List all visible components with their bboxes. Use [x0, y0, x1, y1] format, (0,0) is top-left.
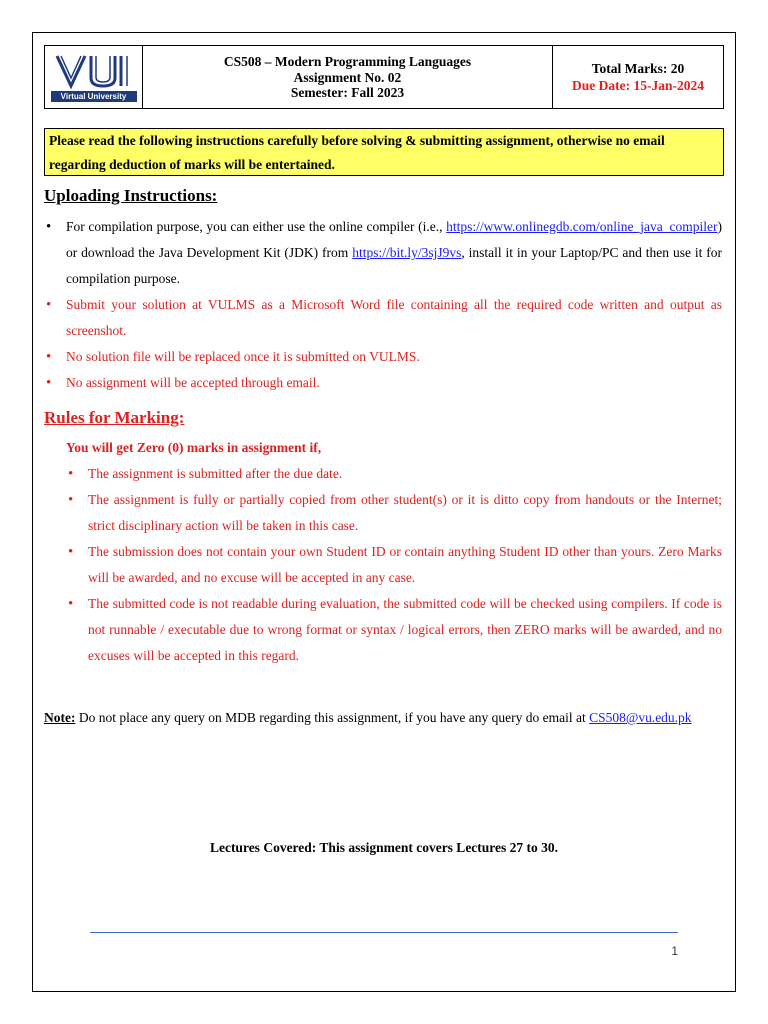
uploading-item-1: • For compilation purpose, you can either use the online compiler (i.e., https://www.onlinegdb.com/online_java_compiler) or download the Java Development Kit (JDK) from https://bit.ly/3sjJ9vs, install it in your Laptop/PC and then use it for compilation purpose.	[44, 214, 722, 292]
logo-text: VU	[50, 52, 52, 53]
rules-title: Rules for Marking:	[44, 408, 185, 427]
logo-caption: Virtual University	[51, 91, 137, 102]
course-info	[143, 46, 553, 108]
marks-info	[553, 46, 723, 108]
assignment-number: Assignment No. 02	[293, 69, 402, 85]
course-title: CS508 – Modern Programming Languages	[223, 54, 472, 69]
online-compiler-link[interactable]: https://www.onlinegdb.com/online_java_compiler	[446, 219, 718, 234]
header-table	[44, 45, 724, 109]
page-number: 1	[671, 944, 678, 958]
vu-logo	[45, 46, 143, 108]
note-label: Note:	[44, 710, 76, 725]
rules-list	[66, 461, 722, 669]
rules-item-1: • The assignment is submitted after the due date.	[66, 461, 722, 487]
uploading-list	[44, 214, 722, 396]
rules-intro: You will get Zero (0) marks in assignment if,	[66, 440, 322, 455]
rules-item-3: • The submission does not contain your own Student ID or contain anything Student ID other than yours. Zero Marks will be awarded, and no excuse will be accepted in any case.	[66, 539, 722, 591]
instructions-notice: Please read the following instructions carefully before solving & submitting assignment, otherwise no email regarding deduction of marks will be entertained.	[44, 128, 724, 176]
lectures-covered: Lectures Covered: This assignment covers Lectures 27 to 30.	[209, 840, 559, 855]
uploading-title: Uploading Instructions:	[44, 186, 218, 205]
note-paragraph	[44, 705, 720, 731]
uploading-item-2: • Submit your solution at VULMS as a Microsoft Word file containing all the required code written and output as screenshot.	[44, 292, 722, 344]
due-date: Due Date: 15-Jan-2024	[572, 78, 704, 93]
email-link[interactable]: CS508@vu.edu.pk	[589, 710, 692, 725]
total-marks: Total Marks: 20	[591, 61, 685, 76]
jdk-link[interactable]: https://bit.ly/3sjJ9vs	[352, 245, 462, 260]
footer-divider	[90, 932, 678, 933]
semester: Semester: Fall 2023	[290, 85, 405, 100]
vu-logo-icon	[51, 52, 137, 90]
uploading-item-3: • No solution file will be replaced once it is submitted on VULMS.	[44, 344, 722, 370]
rules-item-2: • The assignment is fully or partially copied from other student(s) or it is ditto copy from handouts or the Internet; strict disciplinary action will be taken in this case.	[66, 487, 722, 539]
uploading-item-4: • No assignment will be accepted through email.	[44, 370, 722, 396]
note-text: Do not place any query on MDB regarding this assignment, if you have any query do email at	[75, 710, 590, 725]
rules-item-4: • The submitted code is not readable during evaluation, the submitted code will be checked using compilers. If code is not runnable / executable due to wrong format or syntax / logical errors, then ZERO marks will be awarded, and no excuses will be accepted in this regard.	[66, 591, 722, 669]
